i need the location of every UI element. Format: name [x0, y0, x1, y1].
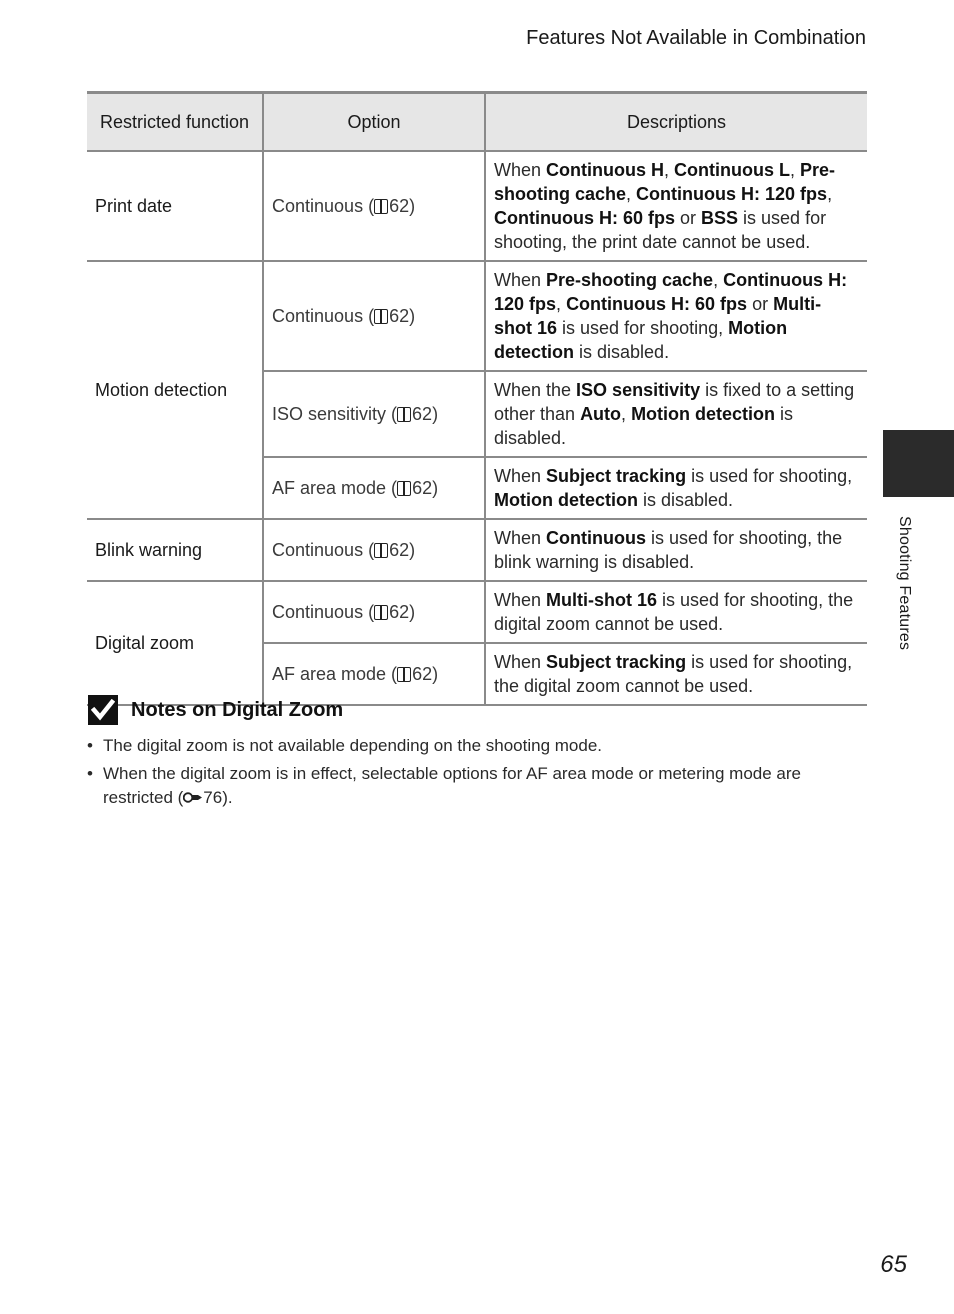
description-emphasis: BSS — [701, 208, 739, 228]
description-text: , — [556, 294, 567, 314]
option-label-end: ) — [409, 602, 416, 622]
option-label-end: ) — [432, 404, 439, 424]
note-list — [87, 734, 857, 814]
option-cell — [263, 371, 485, 457]
page-reference-icon — [374, 199, 388, 214]
description-text: is used for shooting, — [686, 466, 853, 486]
note-title: Notes on Digital Zoom — [131, 698, 344, 721]
description-text: , — [790, 160, 801, 180]
page-number: 65 — [880, 1251, 907, 1278]
description-emphasis: Subject tracking — [546, 466, 687, 486]
page-reference-icon — [397, 407, 411, 422]
description-text: , — [713, 270, 724, 290]
description-emphasis: Pre-shooting cache — [494, 160, 836, 204]
restricted-function-cell: Print date — [87, 151, 263, 261]
description-emphasis: Motion detection — [494, 318, 788, 362]
option-label: Continuous ( — [272, 602, 375, 622]
page-reference-number[interactable]: 62 — [412, 664, 433, 684]
description-text: or — [675, 208, 702, 228]
chapter-tab-label: Shooting Features — [896, 516, 913, 651]
table-row — [87, 519, 867, 581]
description-text: , — [664, 160, 675, 180]
option-label: Continuous ( — [272, 196, 375, 216]
column-header-function: Restricted function — [87, 93, 263, 152]
description-emphasis: Continuous — [546, 528, 647, 548]
description-text: is disabled. — [494, 404, 794, 448]
table-header-row — [87, 93, 867, 152]
description-text: When — [494, 466, 547, 486]
restrictions-table — [87, 91, 867, 706]
option-label-end: ) — [432, 478, 439, 498]
page-reference-icon — [397, 667, 411, 682]
page-reference-number[interactable]: 62 — [412, 478, 433, 498]
description-emphasis: Multi-shot 16 — [546, 590, 658, 610]
option-label: ISO sensitivity ( — [272, 404, 398, 424]
description-cell — [485, 519, 867, 581]
description-emphasis: Motion detection — [494, 490, 638, 510]
description-cell — [485, 261, 867, 371]
chapter-tab — [883, 430, 954, 497]
description-emphasis: Continuous L — [674, 160, 791, 180]
restricted-function-cell: Motion detection — [87, 261, 263, 519]
description-emphasis: Continuous H — [546, 160, 665, 180]
note-text: The digital zoom is not available depending on the shooting mode. — [103, 736, 603, 755]
description-text: or — [747, 294, 774, 314]
description-text: is disabled. — [637, 490, 734, 510]
description-emphasis: Continuous H: 60 fps — [494, 208, 675, 228]
description-emphasis: Continuous H: 120 fps — [636, 184, 828, 204]
option-label-end: ) — [432, 664, 439, 684]
column-header-descriptions: Descriptions — [485, 93, 867, 152]
option-cell — [263, 261, 485, 371]
table-body — [87, 151, 867, 705]
description-text: , — [621, 404, 632, 424]
page-reference-icon — [374, 309, 388, 324]
reference-section-icon — [183, 787, 203, 800]
option-cell — [263, 581, 485, 643]
description-emphasis: Pre-shooting cache — [546, 270, 714, 290]
note-text-end: ). — [222, 788, 233, 807]
description-text: , — [827, 184, 833, 204]
description-cell — [485, 581, 867, 643]
description-text: , — [626, 184, 637, 204]
note-heading — [88, 695, 343, 725]
description-text: is used for shooting, the blink warning is disabled. — [494, 528, 843, 572]
description-text: is disabled. — [574, 342, 670, 362]
page-reference-number[interactable]: 62 — [389, 196, 410, 216]
page-reference-icon — [374, 605, 388, 620]
option-label-end: ) — [409, 540, 416, 560]
page-reference-number[interactable]: 62 — [412, 404, 433, 424]
page-reference-number[interactable]: 62 — [389, 602, 410, 622]
description-text: When — [494, 652, 547, 672]
description-text: When — [494, 270, 547, 290]
note-ref-page[interactable]: 76 — [203, 788, 223, 807]
table-row — [87, 581, 867, 643]
description-emphasis: Continuous H: 60 fps — [566, 294, 748, 314]
description-emphasis: ISO sensitivity — [576, 380, 701, 400]
description-cell — [485, 457, 867, 519]
description-cell — [485, 371, 867, 457]
description-text: is fixed to a setting other than — [494, 380, 855, 424]
page-reference-number[interactable]: 62 — [389, 306, 410, 326]
option-label-end: ) — [409, 306, 416, 326]
description-text: When — [494, 160, 547, 180]
table-row — [87, 261, 867, 371]
restricted-function-cell: Blink warning — [87, 519, 263, 581]
description-text: is used for shooting, — [557, 318, 729, 338]
description-emphasis: Multi-shot 16 — [494, 294, 822, 338]
description-emphasis: Continuous H: 120 fps — [494, 270, 848, 314]
description-cell — [485, 643, 867, 705]
table-row — [87, 151, 867, 261]
description-text: is used for shooting, the digital zoom cannot be used. — [494, 590, 854, 634]
option-label: Continuous ( — [272, 540, 375, 560]
description-cell — [485, 151, 867, 261]
option-cell — [263, 457, 485, 519]
description-text: When — [494, 590, 547, 610]
page-reference-icon — [397, 481, 411, 496]
option-label: AF area mode ( — [272, 664, 398, 684]
note-item — [87, 762, 857, 810]
check-note-icon — [88, 695, 118, 725]
page-reference-icon — [374, 543, 388, 558]
description-emphasis: Motion detection — [631, 404, 776, 424]
option-label-end: ) — [409, 196, 416, 216]
option-label: AF area mode ( — [272, 478, 398, 498]
page-header-title: Features Not Available in Combination — [526, 27, 866, 49]
description-text: is used for shooting, the digital zoom cannot be used. — [494, 652, 853, 696]
description-text: When — [494, 528, 547, 548]
description-emphasis: Auto — [580, 404, 622, 424]
option-cell — [263, 151, 485, 261]
note-text: When the digital zoom is in effect, selectable options for AF area mode or metering mode are restricted ( — [103, 764, 801, 807]
description-text: When the — [494, 380, 577, 400]
restricted-function-cell: Digital zoom — [87, 581, 263, 705]
page-reference-number[interactable]: 62 — [389, 540, 410, 560]
note-item — [87, 734, 857, 758]
option-label: Continuous ( — [272, 306, 375, 326]
description-text: is used for shooting, the print date cannot be used. — [494, 208, 827, 252]
option-cell — [263, 519, 485, 581]
description-emphasis: Subject tracking — [546, 652, 687, 672]
column-header-option: Option — [263, 93, 485, 152]
